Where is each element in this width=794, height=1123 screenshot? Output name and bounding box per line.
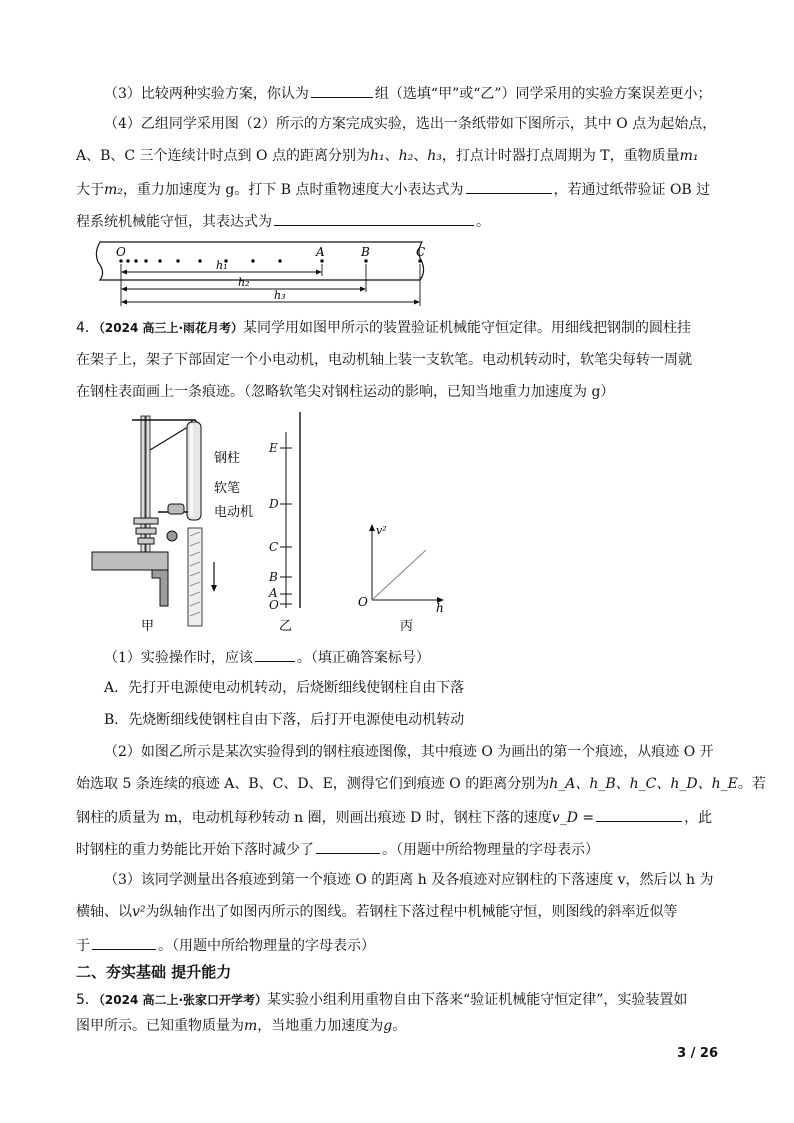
- tape-arrowheads: [121, 270, 420, 305]
- q3-part4-line2: A、B、C 三个连续计时点到 O 点的距离分别为h₁、h₂、h₃，打点计时器打点周期为 T，重物质量m₁: [76, 148, 699, 164]
- symbols-h: h_A、h_B、h_C、h_D、h_E: [549, 776, 738, 792]
- text: 某同学用如图甲所示的装置验证机械能守恒定律。用细线把钢制的圆柱挂: [243, 320, 692, 336]
- caption-yi: 乙: [279, 619, 293, 634]
- symbol-vd: v_D =: [551, 810, 595, 826]
- q3-part3-line: [104, 82, 724, 104]
- tape-label-h3: h₃: [274, 289, 286, 302]
- text: 。: [392, 1018, 407, 1034]
- answer-blank[interactable]: [466, 178, 552, 194]
- text: 于: [76, 938, 90, 954]
- q4-line3: [76, 382, 724, 402]
- answer-blank[interactable]: [255, 646, 295, 662]
- q4-part3-line1: [104, 870, 724, 890]
- q3-part3-text: （3）比较两种实验方案，你认为: [104, 86, 309, 102]
- text: ，重力加速度为 g。打下 B 点时重物速度大小表达式为: [122, 182, 464, 198]
- q5-line1: [76, 990, 724, 1010]
- q3-part4-line4: [76, 210, 724, 232]
- q3-part4-line3: [76, 178, 724, 200]
- q4-line2: [76, 350, 724, 370]
- caption-bing: 丙: [400, 619, 414, 634]
- mark-label-d: D: [269, 497, 279, 511]
- page-number: 3 / 26: [677, 1046, 718, 1061]
- symbol-m1: m₁: [679, 148, 699, 164]
- tape-label-o: O: [116, 245, 126, 259]
- q5-line2: [76, 1016, 724, 1036]
- q4-part2-line4: [76, 838, 724, 860]
- tape-dots: [119, 259, 421, 262]
- symbol-m: m: [244, 1018, 258, 1034]
- label-steel-cylinder: 钢柱: [214, 451, 241, 466]
- mark-label-e: E: [269, 441, 278, 455]
- text: 横轴、以: [76, 904, 132, 920]
- text: ，若通过纸带验证 OB 过: [553, 182, 711, 198]
- q4-part3-line2: [76, 902, 724, 922]
- text: （3）该同学测量出各痕迹到第一个痕迹 O 的距离 h 及各痕迹对应钢柱的下落速度 v，然后以 h 为: [104, 872, 714, 888]
- q3-part4-text: （4）乙组同学采用图（2）所示的方案完成实验，选出一条纸带如下图所示，其中 O 点为起始点，: [104, 116, 717, 132]
- q3-part3-text-2: 组（选填“甲”或“乙”）同学采用的实验方案误差更小；: [374, 86, 712, 102]
- option-a-text: A．先打开电源使电动机转动，后烧断细线使钢柱自由下落: [104, 680, 465, 696]
- axis-label-h: h: [436, 601, 444, 615]
- text: A、B、C 三个连续计时点到 O 点的距离分别为: [76, 148, 370, 164]
- question-source: （2024 高三上·雨花月考）: [98, 321, 244, 335]
- text: 钢柱的质量为 m，电动机每秒转动 n 圈，则画出痕迹 D 时，钢柱下落的速度: [76, 810, 552, 826]
- answer-blank[interactable]: [316, 838, 380, 854]
- section-heading: 二、夯实基础 提升能力: [76, 963, 232, 981]
- q4-line1: [76, 318, 724, 338]
- question-source: （2024 高二上·张家口开学考）: [98, 993, 268, 1007]
- text: ，此: [684, 810, 713, 826]
- text: 大于: [76, 182, 104, 198]
- paper-tape-figure: [90, 238, 430, 310]
- origin-label: O: [358, 595, 368, 609]
- mark-label-b: B: [269, 570, 278, 584]
- option-a[interactable]: [104, 678, 724, 698]
- q3-part4-line1: [104, 114, 724, 134]
- label-motor: 电动机: [214, 505, 254, 520]
- q4-figures: [88, 410, 468, 638]
- answer-blank[interactable]: [92, 934, 156, 950]
- answer-blank[interactable]: [596, 806, 682, 822]
- tape-label-h1: h₁: [216, 259, 228, 272]
- text: 。若: [737, 776, 766, 792]
- q4-part2-line3: [76, 806, 724, 828]
- answer-blank[interactable]: [274, 210, 474, 226]
- text: 在钢柱表面画上一条痕迹。（忽略软笔尖对钢柱运动的影响，已知当地重力加速度为 g）: [76, 384, 615, 400]
- text: 程系统机械能守恒，其表达式为: [76, 214, 272, 230]
- text: ，打点计时器打点周期为 T，重物质量: [441, 148, 680, 164]
- symbol-h1: h₁: [369, 148, 385, 164]
- symbol-h2: h₂: [398, 148, 414, 164]
- text: 某实验小组利用重物自由下落来“验证机械能守恒定律”，实验装置如: [267, 992, 688, 1008]
- option-b-text: B．先烧断细线使钢柱自由下落，后打开电源使电动机转动: [104, 712, 465, 728]
- trace-marks-figure: [268, 412, 300, 634]
- option-b[interactable]: [104, 710, 724, 730]
- q4-part3-line3: [76, 934, 724, 956]
- q4-part2-line1: [104, 742, 724, 762]
- caption-jia: 甲: [141, 619, 155, 634]
- v2-h-graph: [358, 524, 444, 634]
- tape-label-a: A: [316, 245, 325, 259]
- question-number: 4．: [76, 320, 99, 336]
- mark-label-c: C: [269, 540, 279, 554]
- text: 时钢柱的重力势能比开始下落时减少了: [76, 842, 314, 858]
- text: 为纵轴作出了如图丙所示的图线。若钢柱下落过程中机械能守恒，则图线的斜率近似等: [145, 904, 678, 920]
- q4-part2-line2: [76, 774, 766, 794]
- text: 。（填正确答案标号）: [296, 650, 430, 666]
- question-number: 5．: [76, 992, 99, 1008]
- text: 在架子上，架子下部固定一个小电动机，电动机轴上装一支软笔。电动机转动时，软笔尖每转一周就: [76, 352, 692, 368]
- text: 。: [476, 214, 490, 230]
- apparatus-figure: [92, 416, 253, 634]
- graph-line: [372, 550, 426, 600]
- axis-label-v2: v²: [376, 524, 387, 537]
- mark-label-a: A: [269, 586, 278, 600]
- symbol-h3: h₃: [427, 148, 442, 164]
- text: （1）实验操作时，应该: [104, 650, 253, 666]
- label-soft-pen: 软笔: [214, 481, 241, 496]
- text: （2）如图乙所示是某次实验得到的钢柱痕迹图像，其中痕迹 O 为画出的第一个痕迹，从痕迹 O 开: [104, 744, 714, 760]
- symbol-v2: v²: [132, 904, 146, 920]
- answer-blank[interactable]: [311, 82, 373, 98]
- text: 。（用题中所给物理量的字母表示）: [382, 842, 599, 858]
- symbol-m2: m₂: [104, 182, 123, 198]
- symbol-g: g: [383, 1018, 393, 1034]
- q4-part1-line: [104, 646, 724, 668]
- text: 。（用题中所给物理量的字母表示）: [158, 938, 375, 954]
- mark-label-o: O: [269, 598, 279, 612]
- text: ，当地重力加速度为: [257, 1018, 384, 1034]
- tape-label-c: C: [416, 245, 426, 259]
- tape-label-b: B: [361, 245, 370, 259]
- text: 图甲所示。已知重物质量为: [76, 1018, 244, 1034]
- tape-dimension-lines: [121, 264, 420, 306]
- text: 始选取 5 条连续的痕迹 A、B、C、D、E，测得它们到痕迹 O 的距离分别为: [76, 776, 550, 792]
- tape-label-h2: h₂: [238, 276, 250, 289]
